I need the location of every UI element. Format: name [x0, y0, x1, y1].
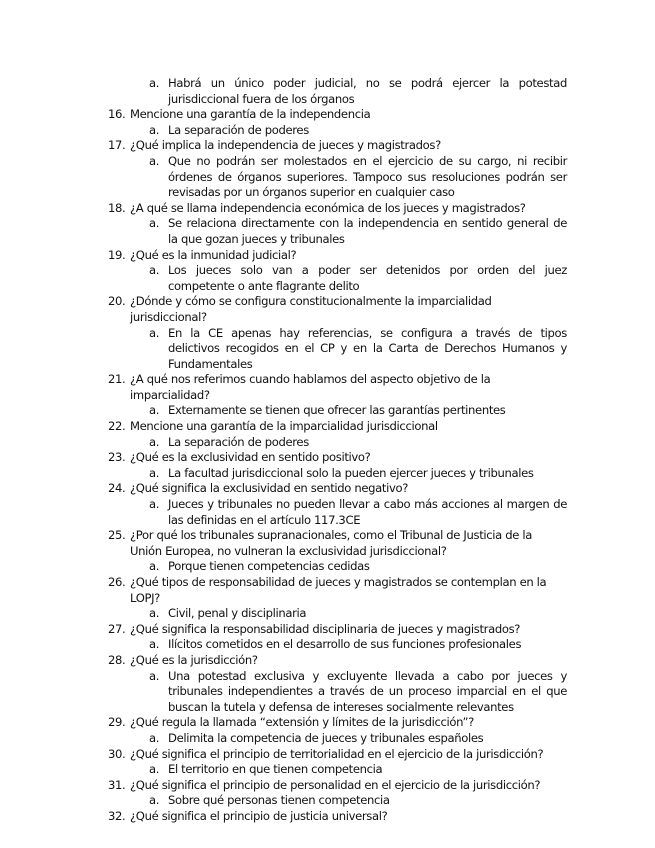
question-number: 16. [108, 107, 126, 122]
question-number: 27. [108, 621, 126, 636]
question-number: 28. [108, 652, 126, 667]
question-item [0, 372, 655, 403]
question-item [0, 622, 655, 638]
answer-item [0, 606, 655, 622]
answer-text: Que no podrán ser molestados en el ejercicio de su cargo, ni recibir órdenes de órganos superiores. Tampoco sus resoluciones podrán ser revisadas por un órganos superior en cualquier caso [168, 153, 567, 200]
question-text: ¿Qué tipos de responsabilidad de jueces y magistrados se contemplan en la LOPJ? [130, 575, 547, 605]
question-item [0, 747, 655, 763]
question-text: ¿Qué significa el principio de territorialidad en el ejercicio de la jurisdicción? [130, 746, 544, 761]
question-text: ¿Qué es la exclusividad en sentido positivo? [130, 450, 371, 465]
question-number: 18. [108, 200, 126, 215]
question-text: ¿Qué significa el principio de personalidad en el ejercicio de la jurisdicción? [130, 777, 541, 792]
answer-item [0, 559, 655, 575]
answer-item [0, 669, 655, 716]
answer-marker: a. [149, 76, 160, 90]
answer-text: Ilícitos cometidos en el desarrollo de sus funciones profesionales [168, 637, 522, 652]
answer-marker: a. [149, 793, 160, 808]
question-item [0, 138, 655, 154]
answer-text: Porque tienen competencias cedidas [168, 559, 370, 574]
answer-marker: a. [149, 668, 160, 683]
question-item [0, 481, 655, 497]
question-item [0, 653, 655, 669]
question-number: 32. [108, 808, 126, 823]
answer-marker: a. [149, 153, 160, 168]
answer-marker: a. [149, 730, 160, 745]
answer-item [0, 637, 655, 653]
question-number: 26. [108, 575, 126, 589]
question-text: ¿Qué regula la llamada “extensión y límites de la jurisdicción”? [130, 715, 474, 730]
question-number: 25. [108, 528, 126, 543]
question-number: 29. [108, 715, 126, 730]
question-item [0, 201, 655, 217]
answer-item [0, 793, 655, 809]
answer-item [0, 123, 655, 139]
question-number: 22. [108, 419, 126, 434]
answer-marker: a. [149, 465, 160, 480]
answer-text: La separación de poderes [168, 434, 309, 449]
answer-item [0, 403, 655, 419]
answer-item [0, 435, 655, 451]
answer-marker: a. [149, 606, 160, 621]
question-item [0, 575, 655, 606]
answer-text: Sobre qué personas tienen competencia [168, 793, 390, 808]
question-text: ¿Dónde y cómo se configura constitucionalmente la imparcialidad jurisdiccional? [130, 294, 492, 324]
question-item [0, 419, 655, 435]
question-text: ¿Qué significa el principio de justicia universal? [130, 808, 388, 823]
question-number: 17. [108, 138, 126, 153]
answer-text: El territorio en que tienen competencia [168, 762, 383, 777]
question-text: ¿A qué nos referimos cuando hablamos del aspecto objetivo de la imparcialidad? [130, 372, 491, 402]
answer-item [0, 154, 655, 201]
question-text: ¿Qué es la inmunidad judicial? [130, 247, 297, 262]
question-number: 19. [108, 247, 126, 262]
question-number: 20. [108, 294, 126, 309]
answer-text: La facultad jurisdiccional solo la pueden ejercer jueces y tribunales [168, 465, 534, 480]
answer-text: Habrá un único poder judicial, no se podrá ejercer la potestad jurisdiccional fuera de los órganos [168, 76, 567, 106]
answer-text: Se relaciona directamente con la independencia en sentido general de la que gozan jueces y tribunales [168, 216, 567, 246]
answer-marker: a. [149, 325, 160, 340]
answer-item [0, 466, 655, 482]
question-item [0, 107, 655, 123]
answer-text: Externamente se tienen que ofrecer las garantías pertinentes [168, 403, 506, 418]
question-text: ¿Por qué los tribunales supranacionales, como el Tribunal de Justicia de la Unión Europea, no vulneran la exclusividad jurisdiccional? [130, 528, 532, 558]
answer-text: Civil, penal y disciplinaria [168, 606, 307, 621]
answer-text: Jueces y tribunales no pueden llevar a cabo más acciones al margen de las definidas en el artículo 117.3CE [168, 497, 567, 527]
question-item [0, 778, 655, 794]
question-text: ¿A qué se llama independencia económica de los jueces y magistrados? [130, 200, 526, 215]
question-item [0, 809, 655, 825]
answer-marker: a. [149, 637, 160, 652]
answer-item [0, 263, 655, 294]
question-item [0, 248, 655, 264]
question-text: Mencione una garantía de la independencia [130, 107, 371, 122]
answer-marker: a. [149, 497, 160, 512]
answer-item [0, 497, 655, 528]
answer-text: Una potestad exclusiva y excluyente llevada a cabo por jueces y tribunales independientes a través de un proceso imparcial en el que buscan la tutela y defensa de intereses socialmente relevantes [168, 668, 567, 714]
answer-item [0, 762, 655, 778]
answer-text: En la CE apenas hay referencias, se configura a través de tipos delictivos recogidos en el CP y en la Carta de Derechos Humanos y Fundamentales [168, 325, 567, 371]
question-number: 30. [108, 746, 126, 761]
document-page [0, 76, 655, 825]
question-number: 23. [108, 450, 126, 465]
question-item [0, 528, 655, 559]
question-item [0, 715, 655, 731]
answer-item [0, 731, 655, 747]
question-text: ¿Qué significa la responsabilidad disciplinaria de jueces y magistrados? [130, 621, 521, 636]
question-text: ¿Qué significa la exclusividad en sentido negativo? [130, 481, 409, 496]
answer-marker: a. [149, 434, 160, 449]
answer-text: Los jueces solo van a poder ser detenidos por orden del juez competente o ante flagrante delito [168, 263, 567, 293]
question-number: 31. [108, 777, 126, 792]
answer-marker: a. [149, 216, 160, 231]
answer-item [0, 216, 655, 247]
question-item [0, 294, 655, 325]
question-text: Mencione una garantía de la imparcialidad jurisdiccional [130, 419, 438, 434]
answer-marker: a. [149, 762, 160, 777]
answer-item [0, 76, 655, 107]
answer-marker: a. [149, 559, 160, 574]
question-text: ¿Qué implica la independencia de jueces y magistrados? [130, 138, 441, 153]
answer-marker: a. [149, 122, 160, 137]
answer-text: La separación de poderes [168, 122, 309, 137]
answer-text: Delimita la competencia de jueces y tribunales españoles [168, 730, 484, 745]
question-number: 24. [108, 481, 126, 496]
answer-marker: a. [149, 403, 160, 418]
answer-item [0, 326, 655, 373]
answer-marker: a. [149, 263, 160, 278]
question-item [0, 450, 655, 466]
question-number: 21. [108, 372, 126, 387]
question-text: ¿Qué es la jurisdicción? [130, 652, 258, 667]
